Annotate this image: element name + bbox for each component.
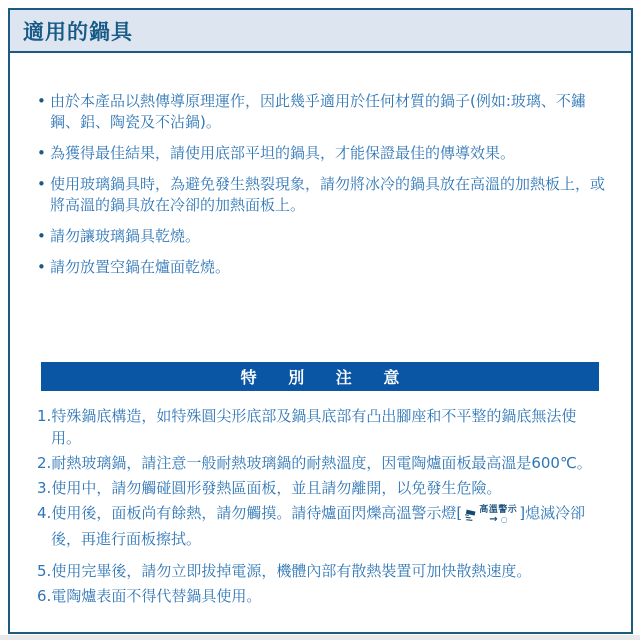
page-content [10, 53, 631, 607]
notice-item-text: 耐熱玻璃鍋，請注意一般耐熱玻璃鍋的耐熱溫度，因電陶爐面板最高溫是600℃。 [51, 454, 592, 472]
bullet-item: • 使用玻璃鍋具時，為避免發生熱裂現象，請勿將冰冷的鍋具放在高溫的加熱板上，或將高溫的鍋具放在冷卻的加熱面板上。 [37, 174, 605, 216]
high-temp-warning-indicator [464, 505, 517, 528]
bullet-item: • 為獲得最佳結果，請使用底部平坦的鍋具，才能保證最佳的傳導效果。 [37, 143, 605, 164]
bracket-close: ] [519, 504, 526, 522]
notice-item-number: 5. [37, 562, 52, 580]
notice-item-number: 2. [37, 454, 52, 472]
notice-item-number: 4. [37, 504, 52, 522]
intro-bullet-list [37, 91, 605, 278]
notice-item-number: 3. [37, 479, 52, 497]
notice-item-text: 熄滅冷卻後，再進行面板擦拭。 [51, 504, 586, 548]
notice-item-text: 使用中，請勿觸碰圓形發熱區面板，並且請勿離開，以免發生危險。 [51, 479, 502, 497]
warning-arrow-row [479, 515, 507, 525]
notice-item-text: 電陶爐表面不得代替鍋具使用。 [51, 587, 262, 605]
notice-item-2 [37, 452, 605, 474]
notice-item-5 [37, 560, 605, 582]
notice-item-text: 使用完畢後，請勿立即拔掉電源，機體內部有散熱裝置可加快散熱速度。 [51, 562, 532, 580]
notice-item-text: 特殊鍋底構造，如特殊圓尖形底部及鍋具底部有凸出腳座和不平整的鍋底無法使用。 [51, 407, 577, 447]
bullet-item: • 由於本產品以熱傳導原理運作，因此幾乎適用於任何材質的鍋子(例如:玻璃、不鏽鋼、鋁、陶瓷及不沾鍋)。 [37, 91, 605, 133]
page-title-bar [10, 10, 631, 53]
page-title: 適用的鍋具 [23, 19, 133, 44]
warning-label: 高溫警示 [479, 505, 518, 515]
notice-item-text: 使用後，面板尚有餘熱，請勿觸摸。請待爐面閃爍高溫警示燈 [51, 504, 457, 522]
warning-label-group [479, 505, 517, 525]
special-notice-banner [41, 362, 599, 391]
special-notice-title: 特 別 注 意 [240, 368, 413, 387]
bullet-item: • 請勿讓玻璃鍋具乾燒。 [37, 226, 605, 247]
notice-item-6 [37, 585, 605, 607]
notice-item-number: 1. [37, 407, 52, 425]
notice-list [37, 405, 605, 607]
hot-surface-hand-icon [464, 506, 477, 528]
indicator-circle-icon: ○ [500, 515, 508, 524]
right-arrow-icon: → [489, 514, 498, 525]
notice-item-number: 6. [37, 587, 52, 605]
notice-item-3 [37, 477, 605, 499]
notice-item-4 [37, 502, 605, 550]
bullet-item: • 請勿放置空鍋在爐面乾燒。 [37, 257, 605, 278]
page-bottom-edge [0, 635, 640, 640]
manual-page [8, 8, 633, 634]
notice-item-1 [37, 405, 605, 449]
bracket-open: [ [456, 504, 463, 522]
